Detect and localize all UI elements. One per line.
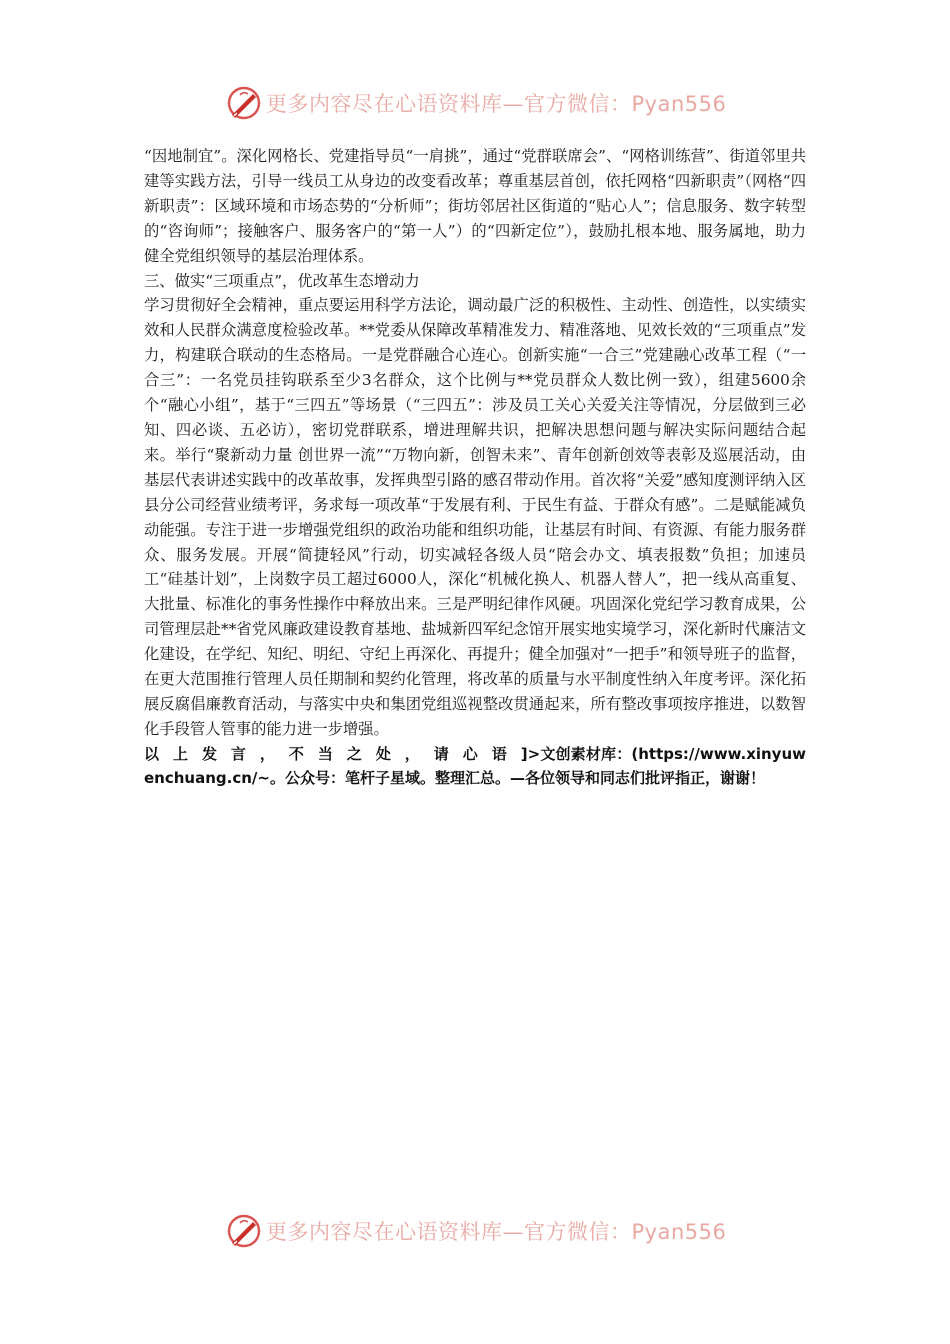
paragraph-three-priorities: 学习贯彻好全会精神，重点要运用科学方法论，调动最广泛的积极性、主动性、创造性，以实绩实效和人民群众满意度检验改革。**党委从保障改革精准发力、精准落地、见效长效的“三项重点”发力，构建联合联动的生态格局。一是党群融合心连心。创新实施“一合三”党建融心改革工程（“一合三”：一名党员挂钩联系至少3名群众，这个比例与**党员群众人数比例一致），组建5600余个“融心小组”，基于“三四五”等场景（“三四五”：涉及员工关心关爱关注等情况，分层做到三必知、四必谈、五必访），密切党群联系，增进理解共识，把解决思想问题与解决实际问题结合起来。举行“聚新动力量 创世界一流”“万物向新，创智未来”、青年创新创效等表彰及巡展活动，由基层代表讲述实践中的改革故事，发挥典型引路的感召带动作用。首次将“关爱”感知度测评纳入区县分公司经营业绩考评，务求每一项改革“于发展有利、于民生有益、于群众有感”。二是赋能减负动能强。专注于进一步增强党组织的政治功能和组织功能，让基层有时间、有资源、有能力服务群众、服务发展。开展“简捷轻风”行动，切实减轻各级人员“陪会办文、填表报数”负担；加速员工“硅基计划”，上岗数字员工超过6000人，深化“机械化换人、机器人替人”，把一线从高重复、大批量、标准化的事务性操作中释放出来。三是严明纪律作风硬。巩固深化党纪学习教育成果，公司管理层赴**省党风廉政建设教育基地、盐城新四军纪念馆开展实地实境学习，深化新时代廉洁文化建设，在学纪、知纪、明纪、守纪上再深化、再提升；健全加强对“一把手”和领导班子的监督，在更大范围推行管理人员任期制和契约化管理，将改革的质量与水平制度性纳入年度考评。深化拓展反腐倡廉教育活动，与落实中央和集团党组巡视整改贯通起来，所有整改事项按序推进，以数智化手段管人管事的能力进一步增强。 xyxy=(144,296,806,738)
section-heading-three-priorities: 三、做实“三项重点”，优改革生态增动力 xyxy=(144,271,420,290)
footer-watermark-banner xyxy=(226,1211,726,1251)
document-body xyxy=(144,144,806,791)
header-watermark-banner xyxy=(226,83,726,123)
paragraph-grid-governance: “因地制宜”。深化网格长、党建指导员“一肩挑”，通过“党群联席会”、“网格训练营”、街道邻里共建等实践方法，引导一线员工从身边的改变看改革；尊重基层首创，依托网格“四新职责”（网格“四新职责”：区域环境和市场态势的“分析师”；街坊邻居社区街道的“贴心人”；信息服务、数字转型的“咨询师”；接触客户、服务客户的“第一人”）的“四新定位”），鼓励扎根本地、服务属地，助力健全党组织领导的基层治理体系。 xyxy=(144,147,806,265)
pen-in-circle-icon xyxy=(226,1213,262,1249)
closing-remarks: 以上发言，不当之处，请心语]>文创素材库：(https://www.xinyuwenchuang.cn/~。公众号：笔杆子星域。整理汇总。—各位领导和同志们批评指正，谢谢！ xyxy=(144,744,807,788)
watermark-text: 更多内容尽在心语资料库—官方微信：Pyan556 xyxy=(266,1220,727,1244)
watermark-text: 更多内容尽在心语资料库—官方微信：Pyan556 xyxy=(266,92,727,116)
pen-in-circle-icon xyxy=(226,85,262,121)
